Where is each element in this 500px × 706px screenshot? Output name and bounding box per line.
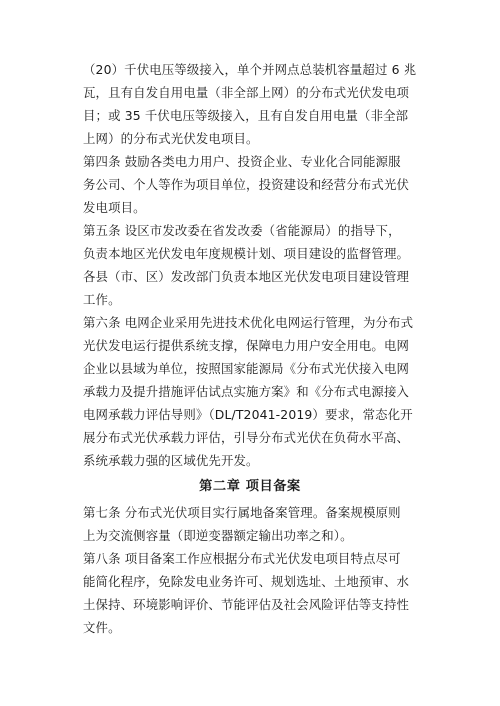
text-line: 企业以县域为单位，按照国家能源局《分布式光伏接入电网: [83, 361, 410, 376]
text-line: （20）千伏电压等级接入，单个并网点总装机容量超过 6 兆: [83, 62, 417, 77]
text-line: 负责本地区光伏发电年度规模计划、项目建设的监督管理。: [83, 246, 410, 261]
text-line: 上网）的分布式光伏发电项目。: [83, 131, 259, 146]
text-line: 文件。: [83, 620, 121, 635]
text-line: 承载力及提升措施评估试点实施方案》和《分布式电源接入: [83, 384, 410, 399]
article-6-line: 第六条 电网企业采用先进技术优化电网运行管理，为分布式: [83, 315, 414, 330]
chapter-heading: 第二章 项目备案: [199, 479, 301, 494]
text-line: 电网承载力评估导则》（DL/T2041-2019）要求，常态化开: [83, 407, 413, 422]
text-line: 发电项目。: [83, 200, 146, 215]
text-line: 展分布式光伏承载力评估，引导分布式光伏在负荷水平高、: [83, 430, 410, 445]
text-line: 各县（市、区）发改部门负责本地区光伏发电项目建设管理: [83, 269, 410, 284]
text-line: 务公司、个人等作为项目单位，投资建设和经营分布式光伏: [83, 177, 410, 192]
article-8-line: 第八条 项目备案工作应根据分布式光伏发电项目特点尽可: [83, 551, 401, 566]
text-line: 系统承载力强的区域优先开发。: [83, 453, 259, 468]
text-line: 土保持、环境影响评价、节能评估及社会风险评估等支持性: [83, 597, 410, 612]
article-4-line: 第四条 鼓励各类电力用户、投资企业、专业化合同能源服: [83, 154, 401, 169]
text-line: 目；或 35 千伏电压等级接入，且有自发自用电量（非全部: [83, 108, 409, 123]
article-7-line: 第七条 分布式光伏项目实行属地备案管理。备案规模原则: [83, 505, 401, 520]
text-line: 上为交流侧容量（即逆变器额定输出功率之和）。: [83, 528, 353, 543]
text-line: 光伏发电运行提供系统支撑，保障电力用户安全用电。电网: [83, 338, 410, 353]
article-5-line: 第五条 设区市发改委在省发改委（省能源局）的指导下，: [83, 223, 401, 238]
text-line: 工作。: [83, 292, 121, 307]
text-line: 能简化程序，免除发电业务许可、规划选址、土地预审、水: [83, 574, 410, 589]
text-line: 瓦，且有自发自用电量（非全部上网）的分布式光伏发电项: [83, 85, 410, 100]
